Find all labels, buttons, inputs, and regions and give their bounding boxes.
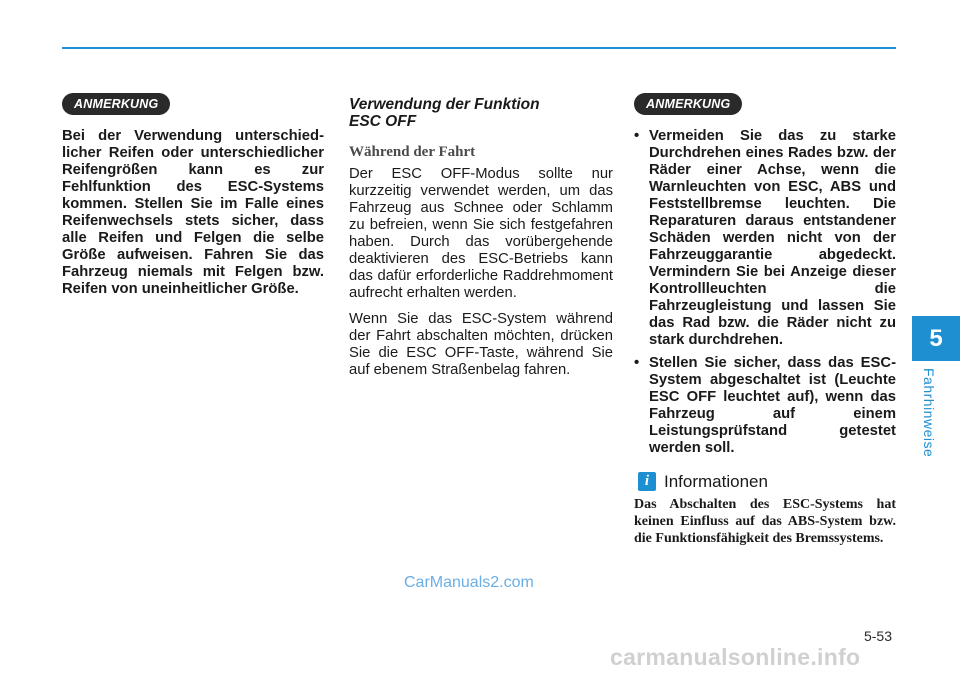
note-text-left: Bei der Verwendung unterschiedlicher Reifen oder unterschiedlicher Reifengrößen kann es zur Fehlfunktion des ESC-Systems kommen. Stellen Sie im Falle eines Reifenwechsels stets sicher, dass alle Reifen und Felgen die selbe Größe aufweisen. Fahren Sie das Fahrzeug niemals mit Felgen bzw. Reifen von uneinheitlicher Größe. [62, 128, 324, 297]
section-title-line-1: Verwendung der Funktion [349, 96, 540, 113]
chapter-label: Fahrhinweise [921, 368, 937, 458]
section-subtitle: Während der Fahrt [349, 144, 476, 160]
body-paragraph-1: Der ESC OFF-Modus sollte nur kurzzeitig verwendet werden, um das Fahrzeug aus Schnee oder Schlamm zu befreien, wenn Sie sich festgefahren haben. Durch das vorübergehende deaktivieren des ESC-Betriebs kann das dafür erforderliche Raddrehmoment aufrecht erhalten werden. [349, 166, 613, 301]
watermark-carmanuals2[interactable]: CarManuals2.com [404, 574, 534, 591]
chapter-tab: 5 [912, 316, 960, 361]
column-left [62, 128, 324, 298]
list-item: • Stellen Sie sicher, dass das ESC-System abgeschaltet ist (Leuchte ESC OFF leuchtet auf), wenn das Fahrzeug auf einem Leistungsprüfstand getestet werden soll. [634, 355, 896, 457]
info-title: Informationen [664, 472, 768, 491]
list-item: • Vermeiden Sie das zu starke Durchdrehen eines Rades bzw. der Räder einer Achse, wenn die Warnleuchten von ESC, ABS und Feststellbremse leuchten. Die Reparaturen daraus entstandener Schäden werden nicht von der Fahrzeuggarantie abgedeckt. Vermindern Sie bei Anzeige dieser Kontrollleuchten die Fahrzeugleistung und lassen Sie das Rad bzw. die Räder nicht zu stark durchdrehen. [634, 128, 896, 349]
note-badge-left: ANMERKUNG [62, 93, 170, 115]
watermark-carmanualsonline: carmanualsonline.info [610, 644, 861, 670]
page-number: 5-53 [863, 628, 892, 644]
section-title-line-2: ESC OFF [349, 113, 417, 130]
column-right [634, 128, 896, 463]
note-badge-right: ANMERKUNG [634, 93, 742, 115]
note-bullet-list [634, 128, 896, 457]
top-rule [62, 47, 896, 49]
column-middle [349, 96, 613, 388]
body-paragraph-2: Wenn Sie das ESC-System während der Fahrt abschalten möchten, drücken Sie die ESC OFF-Taste, während Sie auf ebenem Straßenbelag fahren. [349, 311, 613, 378]
info-icon: i [638, 472, 656, 491]
info-text: Das Abschalten des ESC-Systems hat keinen Einfluss auf das ABS-System bzw. die Funktionsfähigkeit des Bremssystems. [634, 497, 896, 546]
